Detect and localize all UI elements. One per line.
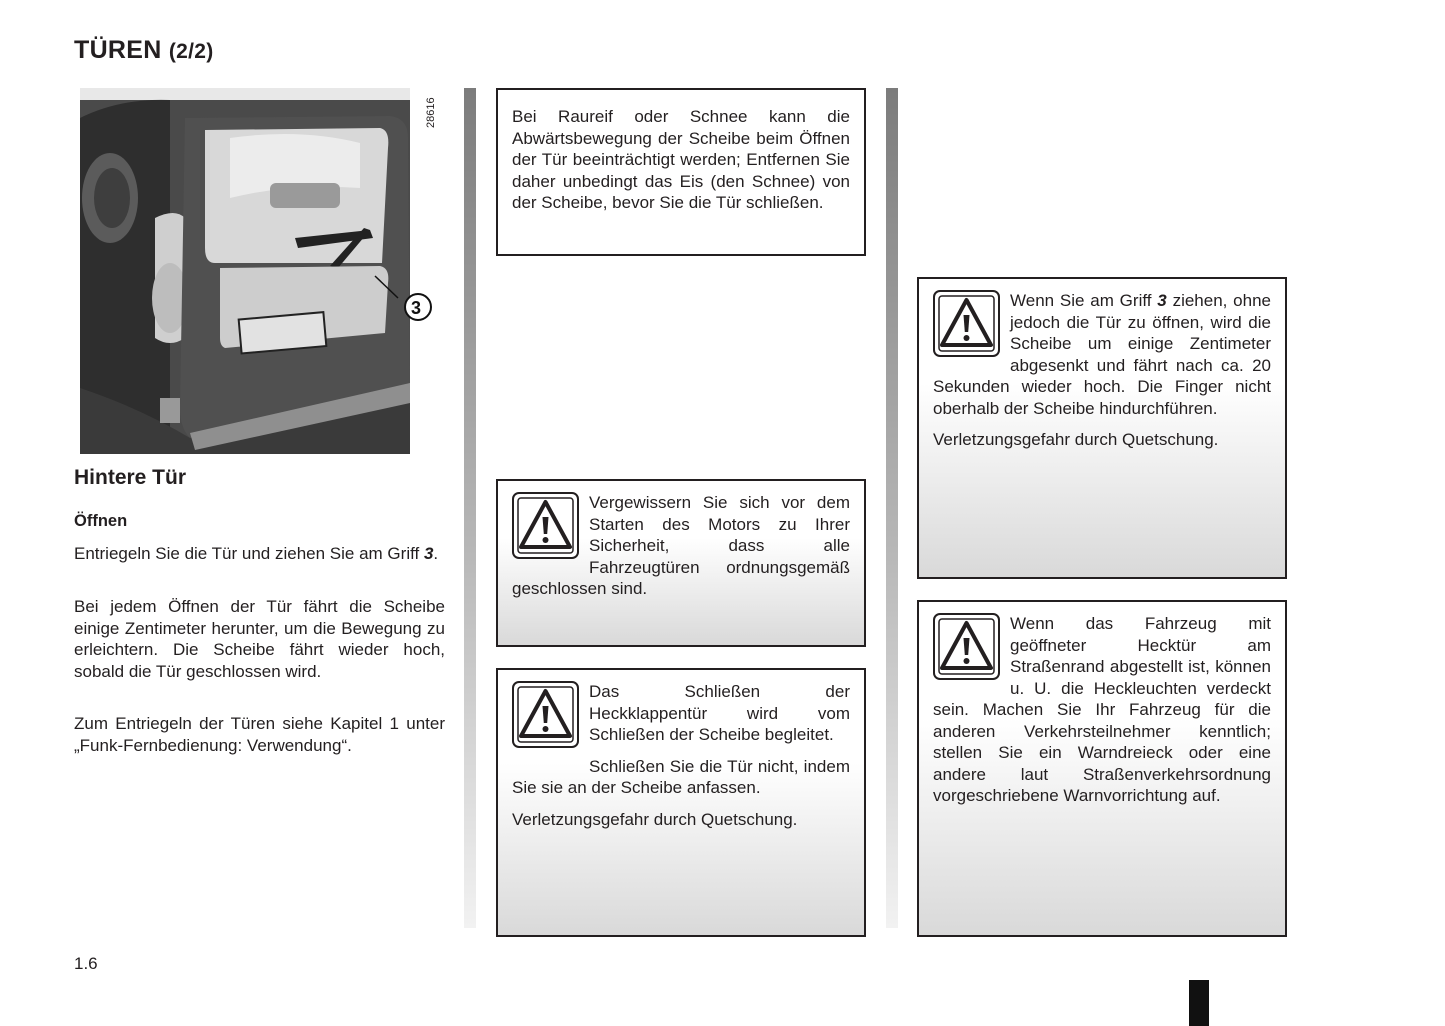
- page-title: [74, 36, 214, 65]
- warning-check-doors: [496, 479, 866, 647]
- warning-parked-text: Wenn das Fahrzeug mit geöffneter Hecktür am Straßenrand abgestellt ist, können u. U. die Heckleuchten verdeckt sein. Machen Sie Ihr Fahrzeug für die anderen Verkehrsteilnehmer kenntlich; stellen Sie ein Warndreieck oder eine andere laut Straßenverkehrsordnung vorgeschriebene Warnvorrichtung auf.: [933, 614, 1271, 805]
- warning-triangle-icon: [933, 613, 1000, 680]
- warning-handle-text-2: Verletzungsgefahr durch Quetschung.: [933, 430, 1219, 449]
- paragraph-unlock-end: .: [433, 544, 439, 563]
- warning-tailgate-text-2: Schließen Sie die Tür nicht, indem Sie sie an der Scheibe anfassen.: [512, 756, 850, 797]
- chapter-tab-marker: [1189, 980, 1209, 1026]
- note-frost-text: Bei Raureif oder Schnee kann die Abwärtsbewegung der Scheibe beim Öffnen der Tür beeinträchtigt werden; Entfernen Sie daher unbedingt das Eis (den Schnee) von der Scheibe, bevor Sie die Tür schließen.: [512, 107, 850, 212]
- photo-callout-label: 3: [411, 298, 422, 318]
- handle-reference: 3: [1157, 291, 1167, 310]
- warning-tailgate-text-1: Das Schließen der Heckklappentür wird vom Schließen der Scheibe begleitet.: [589, 682, 850, 744]
- warning-triangle-icon: [933, 290, 1000, 357]
- paragraph-window: Bei jedem Öffnen der Tür fährt die Scheibe einige Zentimeter herunter, um die Bewegung zu erleichtern. Die Scheibe fährt wieder hoch, sobald die Tür geschlossen wird.: [74, 597, 445, 681]
- warning-handle-text-c: ziehen, ohne jedoch die Tür zu öffnen, wird die Scheibe um einige Zentimeter abgesenkt und fährt nach ca. 20 Sekunden wieder hoch. Die Finger nicht oberhalb der Scheibe hindurchführen.: [933, 291, 1271, 418]
- figure-code: 28616: [425, 97, 437, 128]
- warning-handle: [917, 277, 1287, 579]
- warning-triangle-icon: [512, 492, 579, 559]
- page-number: 1.6: [74, 954, 98, 973]
- paragraph-unlock: [74, 543, 445, 565]
- page-title-text: TÜREN: [74, 36, 162, 64]
- warning-check-doors-text: Vergewissern Sie sich vor dem Starten des Motors zu Ihrer Sicherheit, dass alle Fahrzeugtüren ordnungsgemäß geschlossen sind.: [512, 493, 850, 598]
- column-divider: [464, 88, 476, 928]
- page-title-suffix: (2/2): [168, 40, 214, 63]
- warning-tailgate: [496, 668, 866, 937]
- warning-parked: [917, 600, 1287, 937]
- warning-tailgate-text-3: Verletzungsgefahr durch Quetschung.: [512, 809, 798, 829]
- section-title: Hintere Tür: [74, 466, 187, 489]
- warning-triangle-icon: [512, 681, 579, 748]
- section-subtitle: Öffnen: [74, 512, 128, 530]
- handle-reference: 3: [423, 544, 434, 563]
- rear-door-photo: [80, 88, 422, 454]
- paragraph-remote: Zum Entriegeln der Türen siehe Kapitel 1 unter „Funk-Fernbedienung: Verwendung“.: [74, 714, 445, 755]
- column-divider: [886, 88, 898, 928]
- note-frost: [496, 88, 866, 256]
- paragraph-unlock-text: Entriegeln Sie die Tür und ziehen Sie am Griff: [74, 544, 424, 563]
- warning-handle-text-a: Wenn Sie am Griff: [1010, 291, 1158, 310]
